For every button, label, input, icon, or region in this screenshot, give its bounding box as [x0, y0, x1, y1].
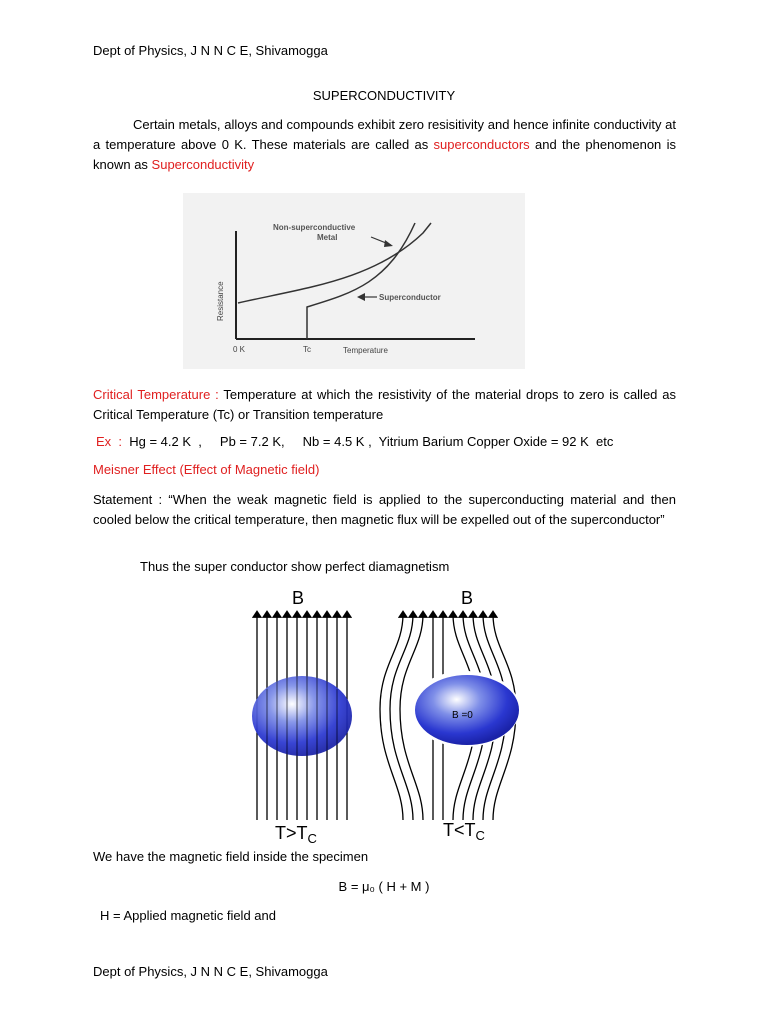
critical-temperature-label: Critical Temperature : [93, 387, 219, 402]
label-non-superconductive: Non-superconductive [273, 223, 356, 232]
label-superconductor: Superconductor [379, 293, 441, 302]
intro-text-2: and the phenomenon is known as [93, 137, 676, 172]
right-caption: $T<T_C$ [443, 820, 485, 843]
x-tick-0k: 0 K [233, 345, 246, 354]
meisner-effect-heading: Meisner Effect (Effect of Magnetic field) [93, 462, 320, 477]
meissner-diagram [240, 584, 540, 846]
page-title: SUPERCONDUCTIVITY [312, 88, 456, 103]
diamagnetism-line: Thus the super conductor show perfect diamagnetism [140, 559, 450, 574]
intro-paragraph [93, 115, 676, 175]
right-b-label: B [461, 588, 474, 608]
critical-temperature-text: Temperature at which the resistivity of the material drops to zero is called as Critical Temperature (Tc) or Transition temperature [93, 387, 676, 422]
b-zero-label: B =0 [452, 710, 473, 721]
left-b-label: B [292, 588, 305, 608]
term-superconductors: superconductors [433, 137, 530, 152]
examples-label: Ex : [96, 434, 123, 449]
term-superconductivity: Superconductivity [151, 157, 255, 172]
magnetic-field-equation: B = μ₀ ( H + M ) [338, 879, 430, 894]
critical-temperature-paragraph [93, 385, 676, 425]
label-metal: Metal [317, 233, 338, 242]
x-axis-label: Temperature [343, 346, 388, 355]
x-tick-tc: Tc [303, 345, 311, 354]
meisner-statement: Statement : “When the weak magnetic field is applied to the superconducting material and then cooled below the critical temperature, then magnetic flux will be expelled out of the superconductor” [93, 492, 676, 527]
left-caption: $T>T_C$ [275, 823, 317, 846]
h-definition: H = Applied magnetic field and [100, 908, 276, 923]
examples-text: Hg = 4.2 K , Pb = 7.2 K, Nb = 4.5 K , Yitrium Barium Copper Oxide = 92 K etc [122, 434, 614, 449]
page-footer: Dept of Physics, J N N C E, Shivamogga [93, 964, 328, 979]
examples-line [96, 434, 613, 449]
page-header: Dept of Physics, J N N C E, Shivamogga [93, 43, 328, 58]
field-inside-line: We have the magnetic field inside the specimen [93, 849, 369, 864]
resistance-temperature-graph [183, 193, 525, 369]
intro-text-1: Certain metals, alloys and compounds exhibit zero resisitivity and hence infinite conductivity at a temperature above 0 K. These materials are called as [93, 117, 676, 152]
y-axis-label: Resistance [216, 281, 225, 321]
